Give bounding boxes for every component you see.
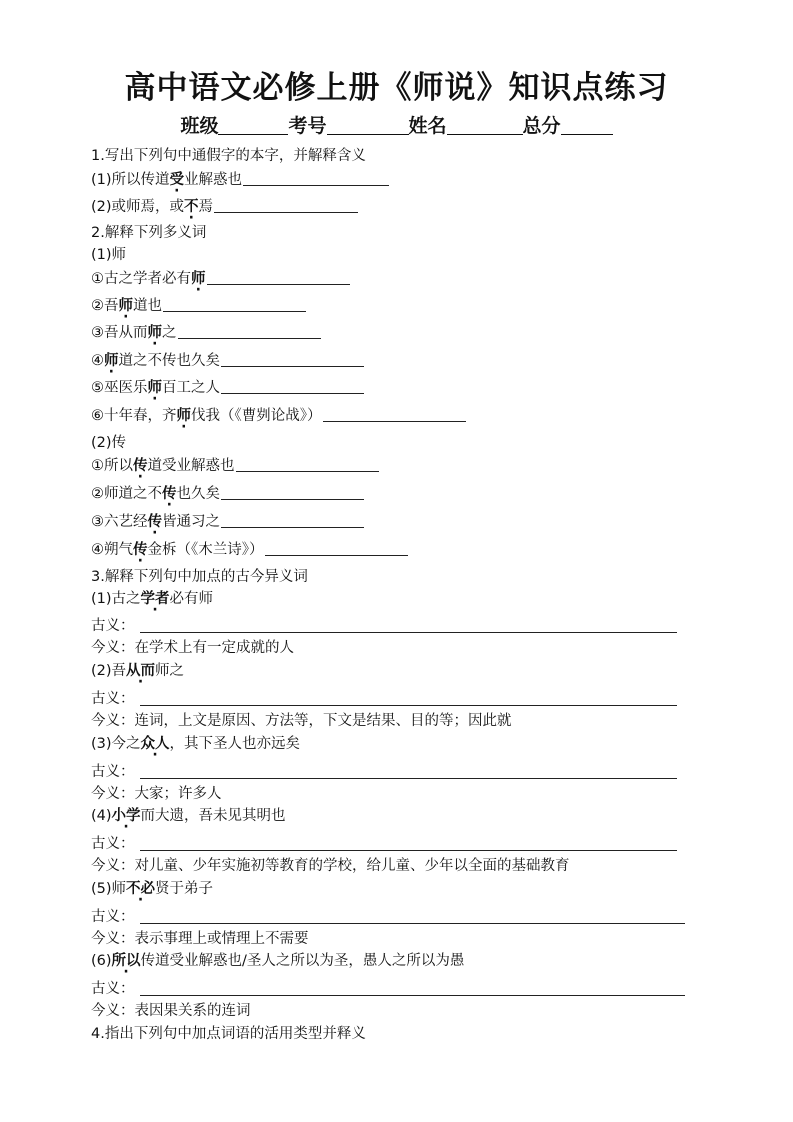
q3-jin-1: 今义：在学术上有一定成就的人: [91, 640, 294, 656]
name-blank[interactable]: [447, 116, 523, 135]
q3-item-2: (2)吾从而师之: [91, 663, 185, 679]
emphasis-dot-word: 师: [147, 380, 162, 396]
q3-item-3: (3)今之众人，其下圣人也亦远矣: [91, 736, 301, 752]
q2-chuan-item-1: ①所以传道受业解惑也: [91, 456, 379, 475]
answer-blank[interactable]: [236, 456, 379, 472]
q2-chuan-item-2: ②师道之不传也久矣: [91, 484, 364, 503]
answer-blank[interactable]: [221, 512, 364, 528]
q2-shi-item-3: ③吾从而师之: [91, 323, 321, 342]
page-title: 高中语文必修上册《师说》知识点练习: [124, 70, 669, 106]
gu-answer-line[interactable]: [140, 705, 677, 706]
class-blank[interactable]: [218, 116, 288, 135]
answer-blank[interactable]: [265, 540, 408, 556]
answer-blank[interactable]: [243, 170, 389, 186]
answer-blank[interactable]: [178, 323, 321, 339]
gu-answer-line[interactable]: [140, 778, 677, 779]
emphasis-dot-word: 师: [104, 353, 119, 369]
gu-answer-line[interactable]: [140, 632, 677, 633]
answer-blank[interactable]: [214, 197, 358, 213]
q3-gu-row-5: 古义：: [91, 908, 135, 926]
answer-blank[interactable]: [323, 406, 466, 422]
score-label: 总分: [522, 115, 561, 137]
emphasis-dot-word: 师: [147, 325, 162, 341]
emphasis-dot-word: 从而: [126, 663, 156, 679]
answer-blank[interactable]: [221, 378, 364, 394]
q3-gu-row-3: 古义：: [91, 763, 135, 781]
q3-item-4: (4)小学而大遗，吾未见其明也: [91, 808, 286, 824]
q3-jin-3: 今义：大家；许多人: [91, 786, 222, 802]
q3-gu-row-4: 古义：: [91, 835, 135, 853]
q3-jin-4: 今义：对儿童、少年实施初等教育的学校，给儿童、少年以全面的基础教育: [91, 858, 570, 874]
q3-gu-row-1: 古义：: [91, 617, 135, 635]
emphasis-dot-word: 受: [169, 172, 185, 188]
q3-jin-6: 今义：表因果关系的连词: [91, 1003, 251, 1019]
gu-answer-line[interactable]: [140, 995, 685, 996]
q1-heading: 1.写出下列句中通假字的本字，并解释含义: [91, 148, 366, 164]
q2-shi-item-4: ④师道之不传也久矣: [91, 351, 364, 370]
emphasis-dot-word: 不必: [126, 881, 156, 897]
emphasis-dot-word: 师: [191, 271, 206, 287]
emphasis-dot-word: 所以: [111, 953, 141, 969]
q2-shi-item-1: ①古之学者必有师: [91, 269, 350, 288]
answer-blank[interactable]: [221, 351, 364, 367]
emphasis-dot-word: 不: [184, 199, 199, 215]
q3-item-5: (5)师不必贤于弟子: [91, 881, 214, 897]
number-blank[interactable]: [327, 116, 409, 135]
name-label: 姓名: [408, 115, 447, 137]
answer-blank[interactable]: [207, 269, 350, 285]
emphasis-dot-word: 师: [118, 298, 133, 314]
answer-blank[interactable]: [163, 296, 306, 312]
emphasis-dot-word: 学者: [140, 591, 170, 607]
q3-jin-5: 今义：表示事理上或情理上不需要: [91, 931, 309, 947]
q3-gu-row-6: 古义：: [91, 980, 135, 998]
emphasis-dot-word: 传: [147, 514, 162, 530]
class-label: 班级: [180, 115, 219, 137]
q2-shi-label: (1)师: [91, 247, 127, 263]
q1-item-1: (1)所以传道受业解惑也: [91, 170, 389, 189]
emphasis-dot-word: 师: [176, 408, 191, 424]
q2-shi-item-5: ⑤巫医乐师百工之人: [91, 378, 364, 397]
emphasis-dot-word: 传: [162, 486, 177, 502]
gu-answer-line[interactable]: [140, 850, 677, 851]
score-blank[interactable]: [561, 116, 613, 135]
q2-chuan-label: (2)传: [91, 435, 127, 451]
q2-chuan-item-3: ③六艺经传皆通习之: [91, 512, 364, 531]
q3-gu-row-2: 古义：: [91, 690, 135, 708]
answer-blank[interactable]: [221, 484, 364, 500]
q3-jin-2: 今义：连词，上文是原因、方法等，下文是结果、目的等；因此就: [91, 713, 512, 729]
emphasis-dot-word: 传: [133, 542, 148, 558]
q2-chuan-item-4: ④朔气传金柝（《木兰诗》）: [91, 540, 408, 559]
q3-item-6: (6)所以传道受业解惑也/圣人之所以为圣，愚人之所以为愚: [91, 953, 465, 969]
q3-item-1: (1)古之学者必有师: [91, 591, 214, 607]
number-label: 考号: [288, 115, 327, 137]
q1-item-2: (2)或师焉，或不焉: [91, 197, 358, 216]
q3-heading: 3.解释下列句中加点的古今异义词: [91, 569, 308, 585]
student-info-row: [0, 111, 793, 138]
q2-shi-item-2: ②吾师道也: [91, 296, 306, 315]
q2-heading: 2.解释下列多义词: [91, 225, 207, 241]
emphasis-dot-word: 小学: [111, 808, 141, 824]
emphasis-dot-word: 众人: [140, 736, 170, 752]
q4-heading: 4.指出下列句中加点词语的活用类型并释义: [91, 1026, 366, 1042]
emphasis-dot-word: 传: [133, 458, 148, 474]
q2-shi-item-6: ⑥十年春，齐师伐我（《曹刿论战》）: [91, 406, 466, 425]
gu-answer-line[interactable]: [140, 923, 685, 924]
